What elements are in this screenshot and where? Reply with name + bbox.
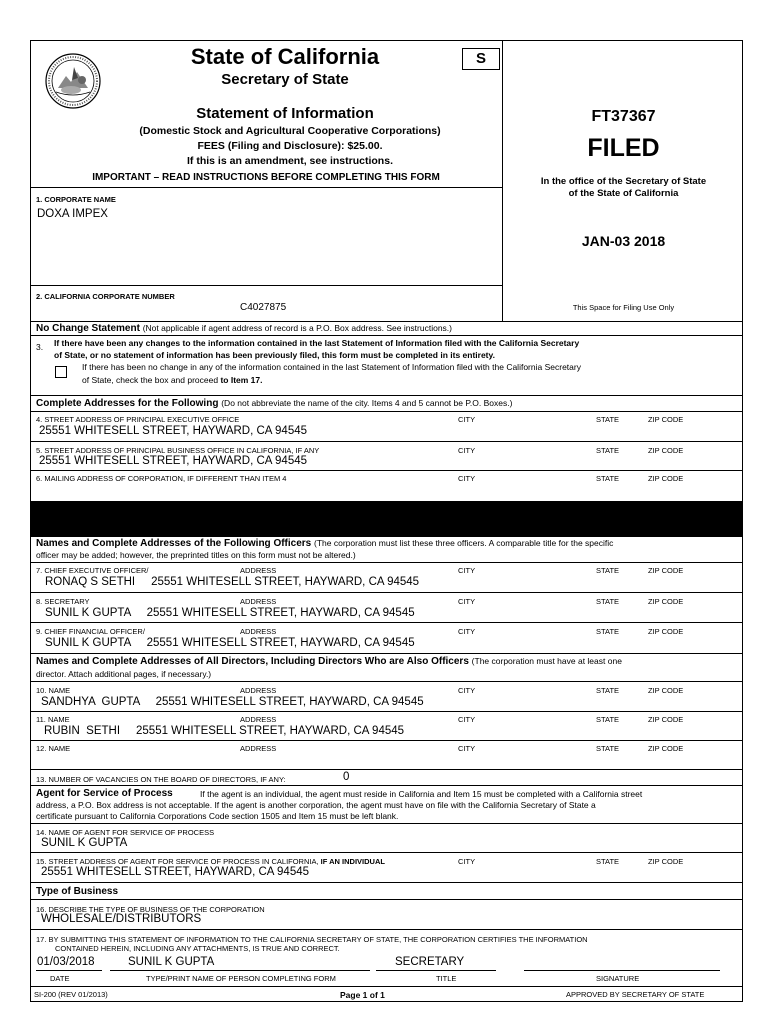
item-5-state-label: STATE bbox=[596, 446, 620, 455]
item-15-state-label: STATE bbox=[596, 857, 620, 866]
secretary-title: Secretary of State bbox=[221, 71, 349, 88]
item-7-state-label: STATE bbox=[596, 566, 620, 575]
directors-heading-note: director. Attach additional pages, if necessary.) bbox=[36, 669, 212, 679]
redaction-bar bbox=[31, 501, 742, 537]
item-4-value: 25551 WHITESELL STREET, HAYWARD, CA 94545 bbox=[39, 425, 308, 437]
item-9-zip-label: ZIP CODE bbox=[648, 627, 684, 636]
filing-space-note: This Space for Filing Use Only bbox=[572, 303, 675, 312]
item-4-zip-label: ZIP CODE bbox=[648, 415, 684, 424]
item-9-value: SUNIL K GUPTA 25551 WHITESELL STREET, HAYWARD, CA 94545 bbox=[45, 637, 415, 649]
item-7-label: 7. CHIEF EXECUTIVE OFFICER/ bbox=[36, 566, 149, 575]
addresses-heading: Complete Addresses for the Following (Do not abbreviate the name of the city. Items 4 and 5 cannot be P.O. Boxes.) bbox=[36, 398, 513, 409]
item-11-city-label: CITY bbox=[458, 715, 476, 724]
agent-line-2: address, a P.O. Box address is not acceptable. If the agent is another corporation, the agent must have on file with the California Secretary of State a bbox=[36, 800, 596, 810]
name-value: SUNIL K GUPTA bbox=[128, 956, 215, 968]
form-subtitle: (Domestic Stock and Agricultural Cooperative Corporations) bbox=[139, 125, 441, 137]
item-6-state-label: STATE bbox=[596, 474, 620, 483]
form-id: SI-200 (REV 01/2013) bbox=[34, 990, 108, 999]
item-15-city-label: CITY bbox=[458, 857, 476, 866]
item-8-value: SUNIL K GUPTA 25551 WHITESELL STREET, HAYWARD, CA 94545 bbox=[45, 607, 415, 619]
filing-number: FT37367 bbox=[591, 108, 656, 125]
item-12-city-label: CITY bbox=[458, 744, 476, 753]
business-heading: Type of Business bbox=[36, 886, 119, 897]
item-8-zip-label: ZIP CODE bbox=[648, 597, 684, 606]
item-8-city-label: CITY bbox=[458, 597, 476, 606]
item-10-label: 10. NAME bbox=[36, 686, 71, 695]
corporate-name-label: 1. CORPORATE NAME bbox=[36, 195, 116, 204]
amendment-line: If this is an amendment, see instructions. bbox=[187, 155, 393, 167]
item-7-zip-label: ZIP CODE bbox=[648, 566, 684, 575]
date-label: DATE bbox=[50, 974, 70, 983]
page-number: Page 1 of 1 bbox=[340, 990, 385, 1000]
item-11-state-label: STATE bbox=[596, 715, 620, 724]
name-label: TYPE/PRINT NAME OF PERSON COMPLETING FORM bbox=[146, 974, 336, 983]
item-12-zip-label: ZIP CODE bbox=[648, 744, 684, 753]
item-5-value: 25551 WHITESELL STREET, HAYWARD, CA 94545 bbox=[39, 455, 308, 467]
item-13-label: 13. NUMBER OF VACANCIES ON THE BOARD OF DIRECTORS, IF ANY: bbox=[36, 775, 286, 784]
s-box: S bbox=[462, 48, 500, 70]
corporate-name-value: DOXA IMPEX bbox=[37, 208, 108, 220]
item-14-label: 14. NAME OF AGENT FOR SERVICE OF PROCESS bbox=[36, 828, 215, 837]
directors-heading: Names and Complete Addresses of All Directors, Including Directors Who are Also Officers (The corporation must have at least one bbox=[36, 656, 622, 667]
item-8-address-label: ADDRESS bbox=[240, 597, 277, 606]
item-6-label: 6. MAILING ADDRESS OF CORPORATION, IF DIFFERENT THAN ITEM 4 bbox=[36, 474, 287, 483]
item-3-number: 3. bbox=[36, 342, 44, 352]
title-value: SECRETARY bbox=[395, 956, 465, 968]
agent-line-1: If the agent is an individual, the agent must reside in California and Item 15 must be completed with a California street bbox=[200, 789, 643, 799]
item-9-address-label: ADDRESS bbox=[240, 627, 277, 636]
item-3-line-1: If there have been any changes to the information contained in the last Statement of Information filed with the California Secretary bbox=[54, 338, 580, 348]
item-4-city-label: CITY bbox=[458, 415, 476, 424]
item-5-label: 5. STREET ADDRESS OF PRINCIPAL BUSINESS OFFICE IN CALIFORNIA, IF ANY bbox=[36, 446, 320, 455]
officers-heading-note: officer may be added; however, the preprinted titles on this form must not be altered.) bbox=[36, 550, 356, 560]
title-label: TITLE bbox=[436, 974, 457, 983]
no-change-checkbox[interactable] bbox=[55, 366, 67, 378]
item-5-city-label: CITY bbox=[458, 446, 476, 455]
item-5-zip-label: ZIP CODE bbox=[648, 446, 684, 455]
item-8-label: 8. SECRETARY bbox=[36, 597, 90, 606]
agent-heading: Agent for Service of Process bbox=[36, 788, 173, 799]
item-16-value: WHOLESALE/DISTRIBUTORS bbox=[41, 913, 202, 925]
item-3-line-3: If there has been no change in any of the information contained in the last Statement of Information filed with the California Secretary bbox=[82, 362, 581, 372]
important-line: IMPORTANT – READ INSTRUCTIONS BEFORE COMPLETING THIS FORM bbox=[92, 172, 440, 183]
item-6-zip-label: ZIP CODE bbox=[648, 474, 684, 483]
item-11-value: RUBIN SETHI 25551 WHITESELL STREET, HAYWARD, CA 94545 bbox=[44, 725, 405, 737]
item-9-label: 9. CHIEF FINANCIAL OFFICER/ bbox=[36, 627, 145, 636]
item-10-address-label: ADDRESS bbox=[240, 686, 277, 695]
state-title: State of California bbox=[190, 44, 380, 69]
item-17-line-2: CONTAINED HEREIN, INCLUDING ANY ATTACHMENTS, IS TRUE AND CORRECT. bbox=[55, 944, 340, 953]
item-16-label: 16. DESCRIBE THE TYPE OF BUSINESS OF THE CORPORATION bbox=[36, 905, 265, 914]
item-3-line-4: of State, check the box and proceed to Item 17. bbox=[82, 375, 263, 385]
item-9-state-label: STATE bbox=[596, 627, 620, 636]
no-change-heading: No Change Statement (Not applicable if agent address of record is a P.O. Box address. See instructions.) bbox=[36, 323, 452, 334]
item-12-address-label: ADDRESS bbox=[240, 744, 277, 753]
officers-heading: Names and Complete Addresses of the Following Officers (The corporation must list these three officers. A comparable title for the specific bbox=[36, 538, 614, 549]
item-10-value: SANDHYA GUPTA 25551 WHITESELL STREET, HAYWARD, CA 94545 bbox=[41, 696, 424, 708]
item-7-city-label: CITY bbox=[458, 566, 476, 575]
item-8-state-label: STATE bbox=[596, 597, 620, 606]
office-line-1: In the office of the Secretary of State bbox=[540, 176, 707, 187]
item-9-city-label: CITY bbox=[458, 627, 476, 636]
date-value: 01/03/2018 bbox=[37, 956, 95, 968]
item-15-label: 15. STREET ADDRESS OF AGENT FOR SERVICE OF PROCESS IN CALIFORNIA, IF AN INDIVIDUAL bbox=[36, 857, 385, 866]
item-4-state-label: STATE bbox=[596, 415, 620, 424]
item-15-value: 25551 WHITESELL STREET, HAYWARD, CA 94545 bbox=[41, 866, 310, 878]
form-title: Statement of Information bbox=[196, 105, 374, 122]
item-6-city-label: CITY bbox=[458, 474, 476, 483]
agent-line-3: certificate pursuant to California Corporations Code section 1505 and Item 15 must be left blank. bbox=[36, 811, 399, 821]
item-11-label: 11. NAME bbox=[36, 715, 70, 724]
fees-line: FEES (Filing and Disclosure): $25.00. bbox=[197, 140, 383, 152]
item-7-value: RONAQ S SETHI 25551 WHITESELL STREET, HAYWARD, CA 94545 bbox=[45, 576, 420, 588]
item-10-city-label: CITY bbox=[458, 686, 476, 695]
corporate-number-label: 2. CALIFORNIA CORPORATE NUMBER bbox=[36, 292, 175, 301]
item-15-zip-label: ZIP CODE bbox=[648, 857, 684, 866]
signature-label: SIGNATURE bbox=[596, 974, 640, 983]
item-3-line-2: of State, or no statement of information has been previously filed, this form must be completed in its entirety. bbox=[54, 350, 495, 360]
item-7-address-label: ADDRESS bbox=[240, 566, 277, 575]
item-4-label: 4. STREET ADDRESS OF PRINCIPAL EXECUTIVE OFFICE bbox=[36, 415, 240, 424]
filing-divider bbox=[502, 40, 503, 321]
filed-date: JAN-03 2018 bbox=[581, 233, 666, 249]
filed-stamp: FILED bbox=[587, 134, 660, 162]
item-12-label: 12. NAME bbox=[36, 744, 71, 753]
item-13-value: 0 bbox=[343, 771, 350, 783]
item-10-state-label: STATE bbox=[596, 686, 620, 695]
item-11-zip-label: ZIP CODE bbox=[648, 715, 684, 724]
item-17-line-1: 17. BY SUBMITTING THIS STATEMENT OF INFORMATION TO THE CALIFORNIA SECRETARY OF STATE, THE CORPORATION CERTIFIES THE INFORMATION bbox=[36, 935, 588, 944]
item-12-state-label: STATE bbox=[596, 744, 620, 753]
approved-by: APPROVED BY SECRETARY OF STATE bbox=[566, 990, 705, 999]
item-11-address-label: ADDRESS bbox=[240, 715, 277, 724]
item-14-value: SUNIL K GUPTA bbox=[41, 837, 128, 849]
state-seal-icon bbox=[44, 52, 102, 110]
corporate-number-value: C4027875 bbox=[240, 302, 287, 313]
item-10-zip-label: ZIP CODE bbox=[648, 686, 684, 695]
office-line-2: of the State of California bbox=[568, 188, 679, 199]
